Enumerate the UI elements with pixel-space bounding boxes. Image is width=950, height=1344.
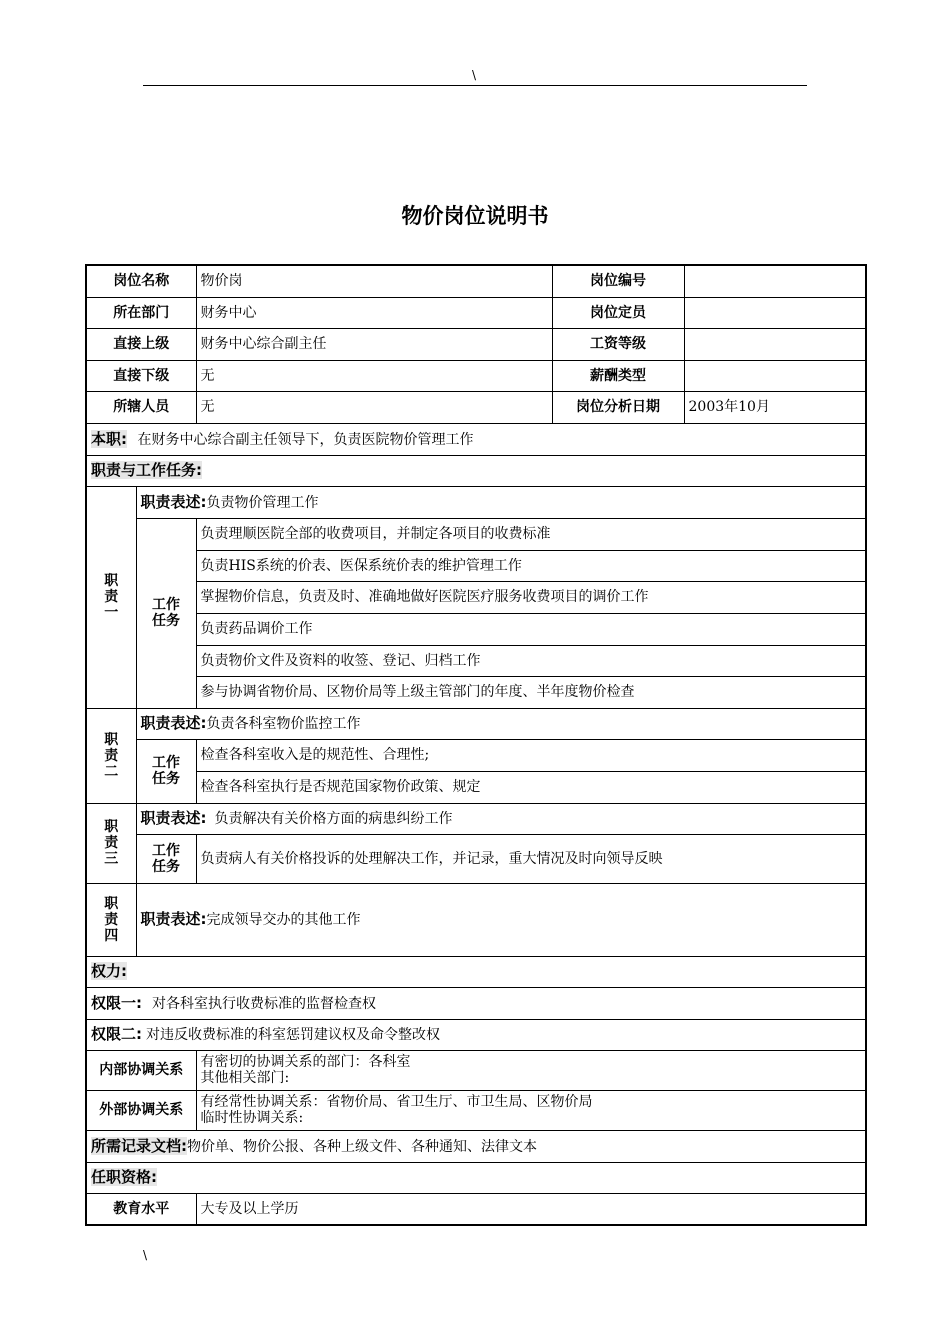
duty1-task-label: 工作 任务 [136,518,196,708]
duty4-label: 职 责 四 [86,883,136,956]
qualification-header-cell [86,1162,866,1193]
label-internal-coordination: 内部协调关系 [86,1050,196,1090]
duty1-task-row [86,645,866,676]
row-power-1 [86,987,866,1019]
header-rule [143,85,807,86]
records-text: 物价单、物价公报、各种上级文件、各种通知、法律文本 [187,1138,537,1155]
duties-header-cell [86,455,866,486]
row-staff [86,391,866,423]
duty2-task-row [86,771,866,803]
duty1-task-row [86,518,866,550]
duty3-statement-row [86,803,866,834]
label-pay-type: 薪酬类型 [552,360,684,391]
qualification-label: 任职资格: [91,1168,157,1186]
duty1-label: 职 责 一 [86,486,136,708]
page-title: 物价岗位说明书 [401,204,549,228]
power-header-cell [86,956,866,987]
duty1-statement: 职责表述:负责物价管理工作 [136,486,866,518]
row-supervisor [86,328,866,360]
label-department: 所在部门 [86,297,196,328]
row-internal-coordination [86,1050,866,1090]
label-salary-grade: 工资等级 [552,328,684,360]
duty3-task-1: 负责病人有关价格投诉的处理解决工作，并记录，重大情况及时向领导反映 [196,834,866,883]
duty1-statement-row [86,486,866,518]
duty1-task-1: 负责理顺医院全部的收费项目，并制定各项目的收费标准 [196,518,866,550]
label-post-name: 岗位名称 [86,265,196,297]
duty4-statement: 职责表述:完成领导交办的其他工作 [136,883,866,956]
label-subordinate: 直接下级 [86,360,196,391]
value-subordinate: 无 [196,360,552,391]
label-external-coordination: 外部协调关系 [86,1090,196,1130]
duty1-task-row [86,581,866,613]
value-education: 大专及以上学历 [196,1193,866,1225]
duty1-task-3: 掌握物价信息，负责及时、准确地做好医院医疗服务收费项目的调价工作 [196,581,866,613]
duty3-statement: 职责表述: 负责解决有关价格方面的病患纠纷工作 [136,803,866,834]
main-duty-text: 在财务中心综合副主任领导下，负责医院物价管理工作 [137,431,474,448]
duty1-task-5: 负责物价文件及资料的收签、登记、归档工作 [196,645,866,676]
records-cell [86,1130,866,1162]
duty2-statement-row [86,708,866,739]
row-post-name [86,265,866,297]
label-education: 教育水平 [86,1193,196,1225]
row-main-duty [86,423,866,455]
external-coordination-cell: 有经常性协调关系：省物价局、省卫生厅、市卫生局、区物价局 临时性协调关系: [196,1090,866,1130]
header-mark: \ [472,68,477,82]
duty2-label: 职 责 二 [86,708,136,803]
job-description-table [85,264,867,1226]
value-analysis-date: 2003年10月 [684,391,866,423]
value-pay-type [684,360,866,391]
value-staff: 无 [196,391,552,423]
label-headcount: 岗位定员 [552,297,684,328]
duty1-task-row [86,676,866,708]
label-supervisor: 直接上级 [86,328,196,360]
row-external-coordination [86,1090,866,1130]
records-label: 所需记录文档: [91,1136,187,1155]
duty1-task-4: 负责药品调价工作 [196,613,866,645]
value-supervisor: 财务中心综合副主任 [196,328,552,360]
duty2-task-label: 工作 任务 [136,739,196,803]
duty2-statement: 职责表述:负责各科室物价监控工作 [136,708,866,739]
value-post-name: 物价岗 [196,265,552,297]
row-qualification-header [86,1162,866,1193]
row-records [86,1130,866,1162]
value-headcount [684,297,866,328]
duty1-task-row [86,613,866,645]
power-label: 权力: [91,962,127,980]
duty3-task-label: 工作 任务 [136,834,196,883]
row-subordinate [86,360,866,391]
row-duties-header [86,455,866,486]
value-post-number [684,265,866,297]
duty2-task-1: 检查各科室收入是的规范性、合理性; [196,739,866,771]
duty1-task-2: 负责HIS系统的价表、医保系统价表的维护管理工作 [196,550,866,581]
value-salary-grade [684,328,866,360]
main-duty-label: 本职: [91,429,127,448]
row-education [86,1193,866,1225]
row-power-2 [86,1019,866,1050]
label-staff: 所辖人员 [86,391,196,423]
duty1-task-row [86,550,866,581]
value-department: 财务中心 [196,297,552,328]
label-analysis-date: 岗位分析日期 [552,391,684,423]
power-1-cell: 权限一: 对各科室执行收费标准的监督检查权 [86,987,866,1019]
power-2-cell: 权限二: 对违反收费标准的科室惩罚建议权及命令整改权 [86,1019,866,1050]
duty3-task-row [86,834,866,883]
row-department [86,297,866,328]
duty2-task-row [86,739,866,771]
footer-mark: \ [143,1248,148,1262]
row-power-header [86,956,866,987]
duty2-task-2: 检查各科室执行是否规范国家物价政策、规定 [196,771,866,803]
internal-coordination-cell: 有密切的协调关系的部门：各科室 其他相关部门: [196,1050,866,1090]
duty3-label: 职 责 三 [86,803,136,883]
duty4-statement-row [86,883,866,956]
main-duty-cell [86,423,866,455]
duties-label: 职责与工作任务: [91,461,202,479]
label-post-number: 岗位编号 [552,265,684,297]
duty1-task-6: 参与协调省物价局、区物价局等上级主管部门的年度、半年度物价检查 [196,676,866,708]
